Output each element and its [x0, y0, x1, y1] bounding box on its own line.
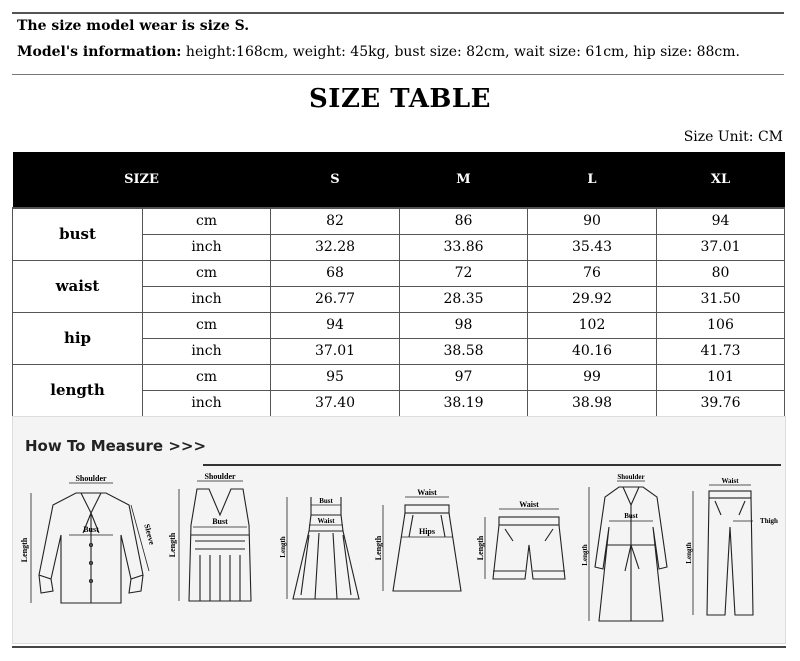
- shoulder-label: Shoulder: [617, 473, 645, 481]
- trousers-icon: [681, 475, 785, 625]
- dress-icon: [281, 475, 371, 625]
- value-cell: 72: [400, 260, 528, 286]
- value-cell: 94: [271, 312, 400, 338]
- unit-cell: inch: [143, 338, 271, 364]
- length-label: Length: [476, 535, 485, 561]
- length-label: Length: [374, 535, 383, 561]
- value-cell: 31.50: [657, 286, 785, 312]
- bust-label: Bust: [83, 525, 99, 534]
- value-cell: 40.16: [528, 338, 657, 364]
- unit-cell: cm: [143, 208, 271, 234]
- table-row: [13, 208, 785, 234]
- table-row: [13, 364, 785, 390]
- value-cell: 106: [657, 312, 785, 338]
- value-cell: 37.40: [271, 390, 400, 416]
- header-m: M: [400, 152, 528, 208]
- sleeve-label: Sleeve: [142, 522, 157, 546]
- value-cell: 86: [400, 208, 528, 234]
- measurement-length: length: [13, 364, 143, 416]
- shorts-icon: [477, 475, 577, 625]
- how-to-measure-panel: [12, 416, 786, 644]
- unit-cell: cm: [143, 364, 271, 390]
- size-table-title: SIZE TABLE: [309, 84, 491, 114]
- skirt-icon: [373, 475, 473, 625]
- length-label: Length: [685, 542, 693, 564]
- size-table: [12, 152, 785, 417]
- model-information: [17, 44, 740, 60]
- value-cell: 37.01: [271, 338, 400, 364]
- bust-label: Bust: [319, 497, 333, 505]
- value-cell: 97: [400, 364, 528, 390]
- value-cell: 39.76: [657, 390, 785, 416]
- length-label: Length: [581, 544, 589, 566]
- model-info-text: height:168cm, weight: 45kg, bust size: 82cm, wait size: 61cm, hip size: 88cm.: [181, 44, 740, 60]
- bust-label: Bust: [624, 512, 638, 520]
- shoulder-label: Shoulder: [75, 474, 107, 483]
- how-to-measure-title: How To Measure >>>: [25, 437, 207, 455]
- waist-label: Waist: [721, 477, 739, 485]
- vest-icon: [165, 472, 275, 625]
- table-row: [13, 260, 785, 286]
- unit-cell: inch: [143, 286, 271, 312]
- value-cell: 98: [400, 312, 528, 338]
- value-cell: 26.77: [271, 286, 400, 312]
- measurement-waist: waist: [13, 260, 143, 312]
- value-cell: 80: [657, 260, 785, 286]
- size-table-header: [13, 152, 785, 208]
- model-size-note: The size model wear is size S.: [17, 18, 250, 34]
- thigh-label: Thigh: [760, 517, 778, 525]
- length-label: Length: [20, 537, 29, 563]
- bottom-divider: [12, 646, 786, 648]
- unit-cell: cm: [143, 312, 271, 338]
- measure-divider: [203, 464, 781, 466]
- model-info-label: Model's information:: [17, 44, 182, 60]
- table-row: [13, 312, 785, 338]
- value-cell: 38.19: [400, 390, 528, 416]
- header-l: L: [528, 152, 657, 208]
- header-size: SIZE: [13, 152, 271, 208]
- info-divider: [12, 74, 784, 75]
- waist-label: Waist: [519, 500, 539, 509]
- measurement-bust: bust: [13, 208, 143, 260]
- header-xl: XL: [657, 152, 785, 208]
- value-cell: 68: [271, 260, 400, 286]
- length-label: Length: [168, 532, 177, 558]
- value-cell: 94: [657, 208, 785, 234]
- value-cell: 32.28: [271, 234, 400, 260]
- value-cell: 38.58: [400, 338, 528, 364]
- unit-cell: cm: [143, 260, 271, 286]
- coat-icon: [583, 475, 679, 625]
- value-cell: 41.73: [657, 338, 785, 364]
- value-cell: 90: [528, 208, 657, 234]
- value-cell: 37.01: [657, 234, 785, 260]
- value-cell: 102: [528, 312, 657, 338]
- waist-label: Waist: [417, 488, 437, 497]
- value-cell: 82: [271, 208, 400, 234]
- value-cell: 35.43: [528, 234, 657, 260]
- value-cell: 28.35: [400, 286, 528, 312]
- unit-cell: inch: [143, 390, 271, 416]
- top-divider: [12, 12, 784, 14]
- value-cell: 29.92: [528, 286, 657, 312]
- value-cell: 76: [528, 260, 657, 286]
- size-unit-label: Size Unit: CM: [683, 129, 783, 145]
- value-cell: 33.86: [400, 234, 528, 260]
- shirt-icon: [21, 475, 161, 625]
- header-s: S: [271, 152, 400, 208]
- unit-cell: inch: [143, 234, 271, 260]
- value-cell: 101: [657, 364, 785, 390]
- bust-label: Bust: [212, 517, 228, 526]
- hips-label: Hips: [418, 527, 436, 536]
- value-cell: 99: [528, 364, 657, 390]
- value-cell: 38.98: [528, 390, 657, 416]
- value-cell: 95: [271, 364, 400, 390]
- length-label: Length: [279, 536, 287, 558]
- shoulder-label: Shoulder: [204, 472, 236, 481]
- measurement-hip: hip: [13, 312, 143, 364]
- waist-label: Waist: [317, 517, 335, 525]
